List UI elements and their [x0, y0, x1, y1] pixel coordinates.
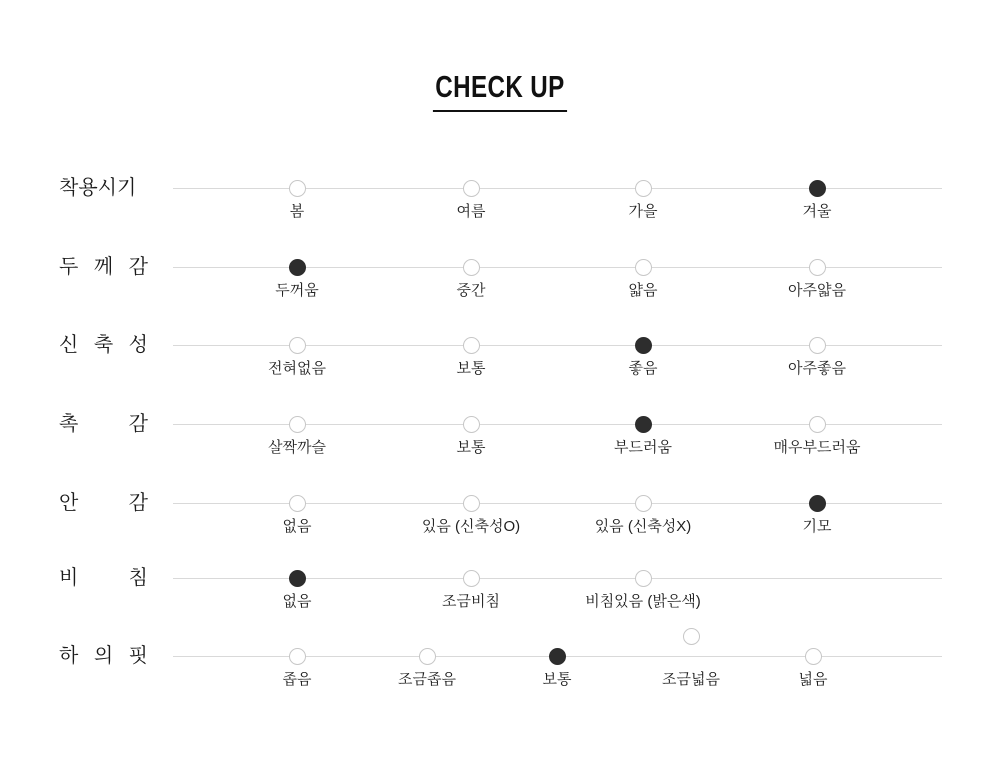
- attribute-label: 착용시기: [59, 177, 137, 199]
- page-title: CHECK UP: [433, 70, 567, 112]
- option-label: 여름: [456, 203, 486, 220]
- option-dot: [809, 259, 826, 276]
- selected-dot: [635, 337, 652, 354]
- option-dot: [463, 416, 480, 433]
- attribute-label: 안 감: [59, 492, 148, 514]
- option-label: 보통: [456, 360, 486, 377]
- attribute-row: [0, 487, 1000, 559]
- option-dot: [635, 180, 652, 197]
- option-dot: [463, 495, 480, 512]
- option-label: 아주얇음: [788, 282, 846, 299]
- option-dot: [463, 259, 480, 276]
- attribute-row: [0, 562, 1000, 634]
- attribute-row: [0, 172, 1000, 244]
- option-label: 넓음: [798, 671, 828, 688]
- option-label: 조금비침: [442, 593, 500, 610]
- selected-dot: [809, 180, 826, 197]
- attribute-label: 촉 감: [59, 413, 148, 435]
- option-dot: [683, 628, 700, 645]
- option-label: 얇음: [628, 282, 658, 299]
- option-label: 부드러움: [614, 439, 672, 456]
- option-label: 보통: [542, 671, 572, 688]
- attribute-row: [0, 329, 1000, 401]
- option-label: 전혀없음: [268, 360, 326, 377]
- option-label: 있음 (신축성X): [594, 518, 692, 535]
- option-dot: [289, 416, 306, 433]
- option-dot: [463, 337, 480, 354]
- selected-dot: [549, 648, 566, 665]
- selected-dot: [289, 570, 306, 587]
- option-label: 매우부드러움: [773, 439, 861, 456]
- selected-dot: [289, 259, 306, 276]
- option-label: 가을: [628, 203, 658, 220]
- option-label: 보통: [456, 439, 486, 456]
- option-label: 중간: [456, 282, 486, 299]
- option-label: 없음: [282, 593, 312, 610]
- option-label: 아주좋음: [788, 360, 846, 377]
- attribute-label: 신 축 성: [59, 334, 148, 356]
- option-dot: [419, 648, 436, 665]
- option-label: 두꺼움: [275, 282, 319, 299]
- option-label: 겨울: [802, 203, 832, 220]
- option-dot: [635, 259, 652, 276]
- attribute-label: 하 의 핏: [59, 645, 148, 667]
- selected-dot: [635, 416, 652, 433]
- option-dot: [635, 570, 652, 587]
- option-label: 좁음: [282, 671, 312, 688]
- option-label: 살짝까슬: [268, 439, 326, 456]
- option-dot: [289, 180, 306, 197]
- option-label: 비침있음 (밝은색): [585, 593, 701, 610]
- option-dot: [809, 416, 826, 433]
- option-dot: [809, 337, 826, 354]
- option-dot: [805, 648, 822, 665]
- option-dot: [289, 648, 306, 665]
- option-dot: [289, 337, 306, 354]
- option-dot: [289, 495, 306, 512]
- option-label: 조금좁음: [398, 671, 456, 688]
- option-label: 기모: [802, 518, 832, 535]
- option-dot: [463, 180, 480, 197]
- attribute-row: [0, 408, 1000, 480]
- option-label: 없음: [282, 518, 312, 535]
- option-label: 좋음: [628, 360, 658, 377]
- page-title-wrap: [0, 70, 1000, 112]
- option-dot: [463, 570, 480, 587]
- attribute-row: [0, 251, 1000, 323]
- selected-dot: [809, 495, 826, 512]
- option-dot: [635, 495, 652, 512]
- option-label: 조금넓음: [662, 671, 720, 688]
- attribute-label: 두 께 감: [59, 256, 148, 278]
- option-label: 있음 (신축성O): [421, 518, 521, 535]
- option-label: 봄: [289, 203, 305, 220]
- attribute-label: 비 침: [59, 567, 148, 589]
- attribute-row: [0, 640, 1000, 712]
